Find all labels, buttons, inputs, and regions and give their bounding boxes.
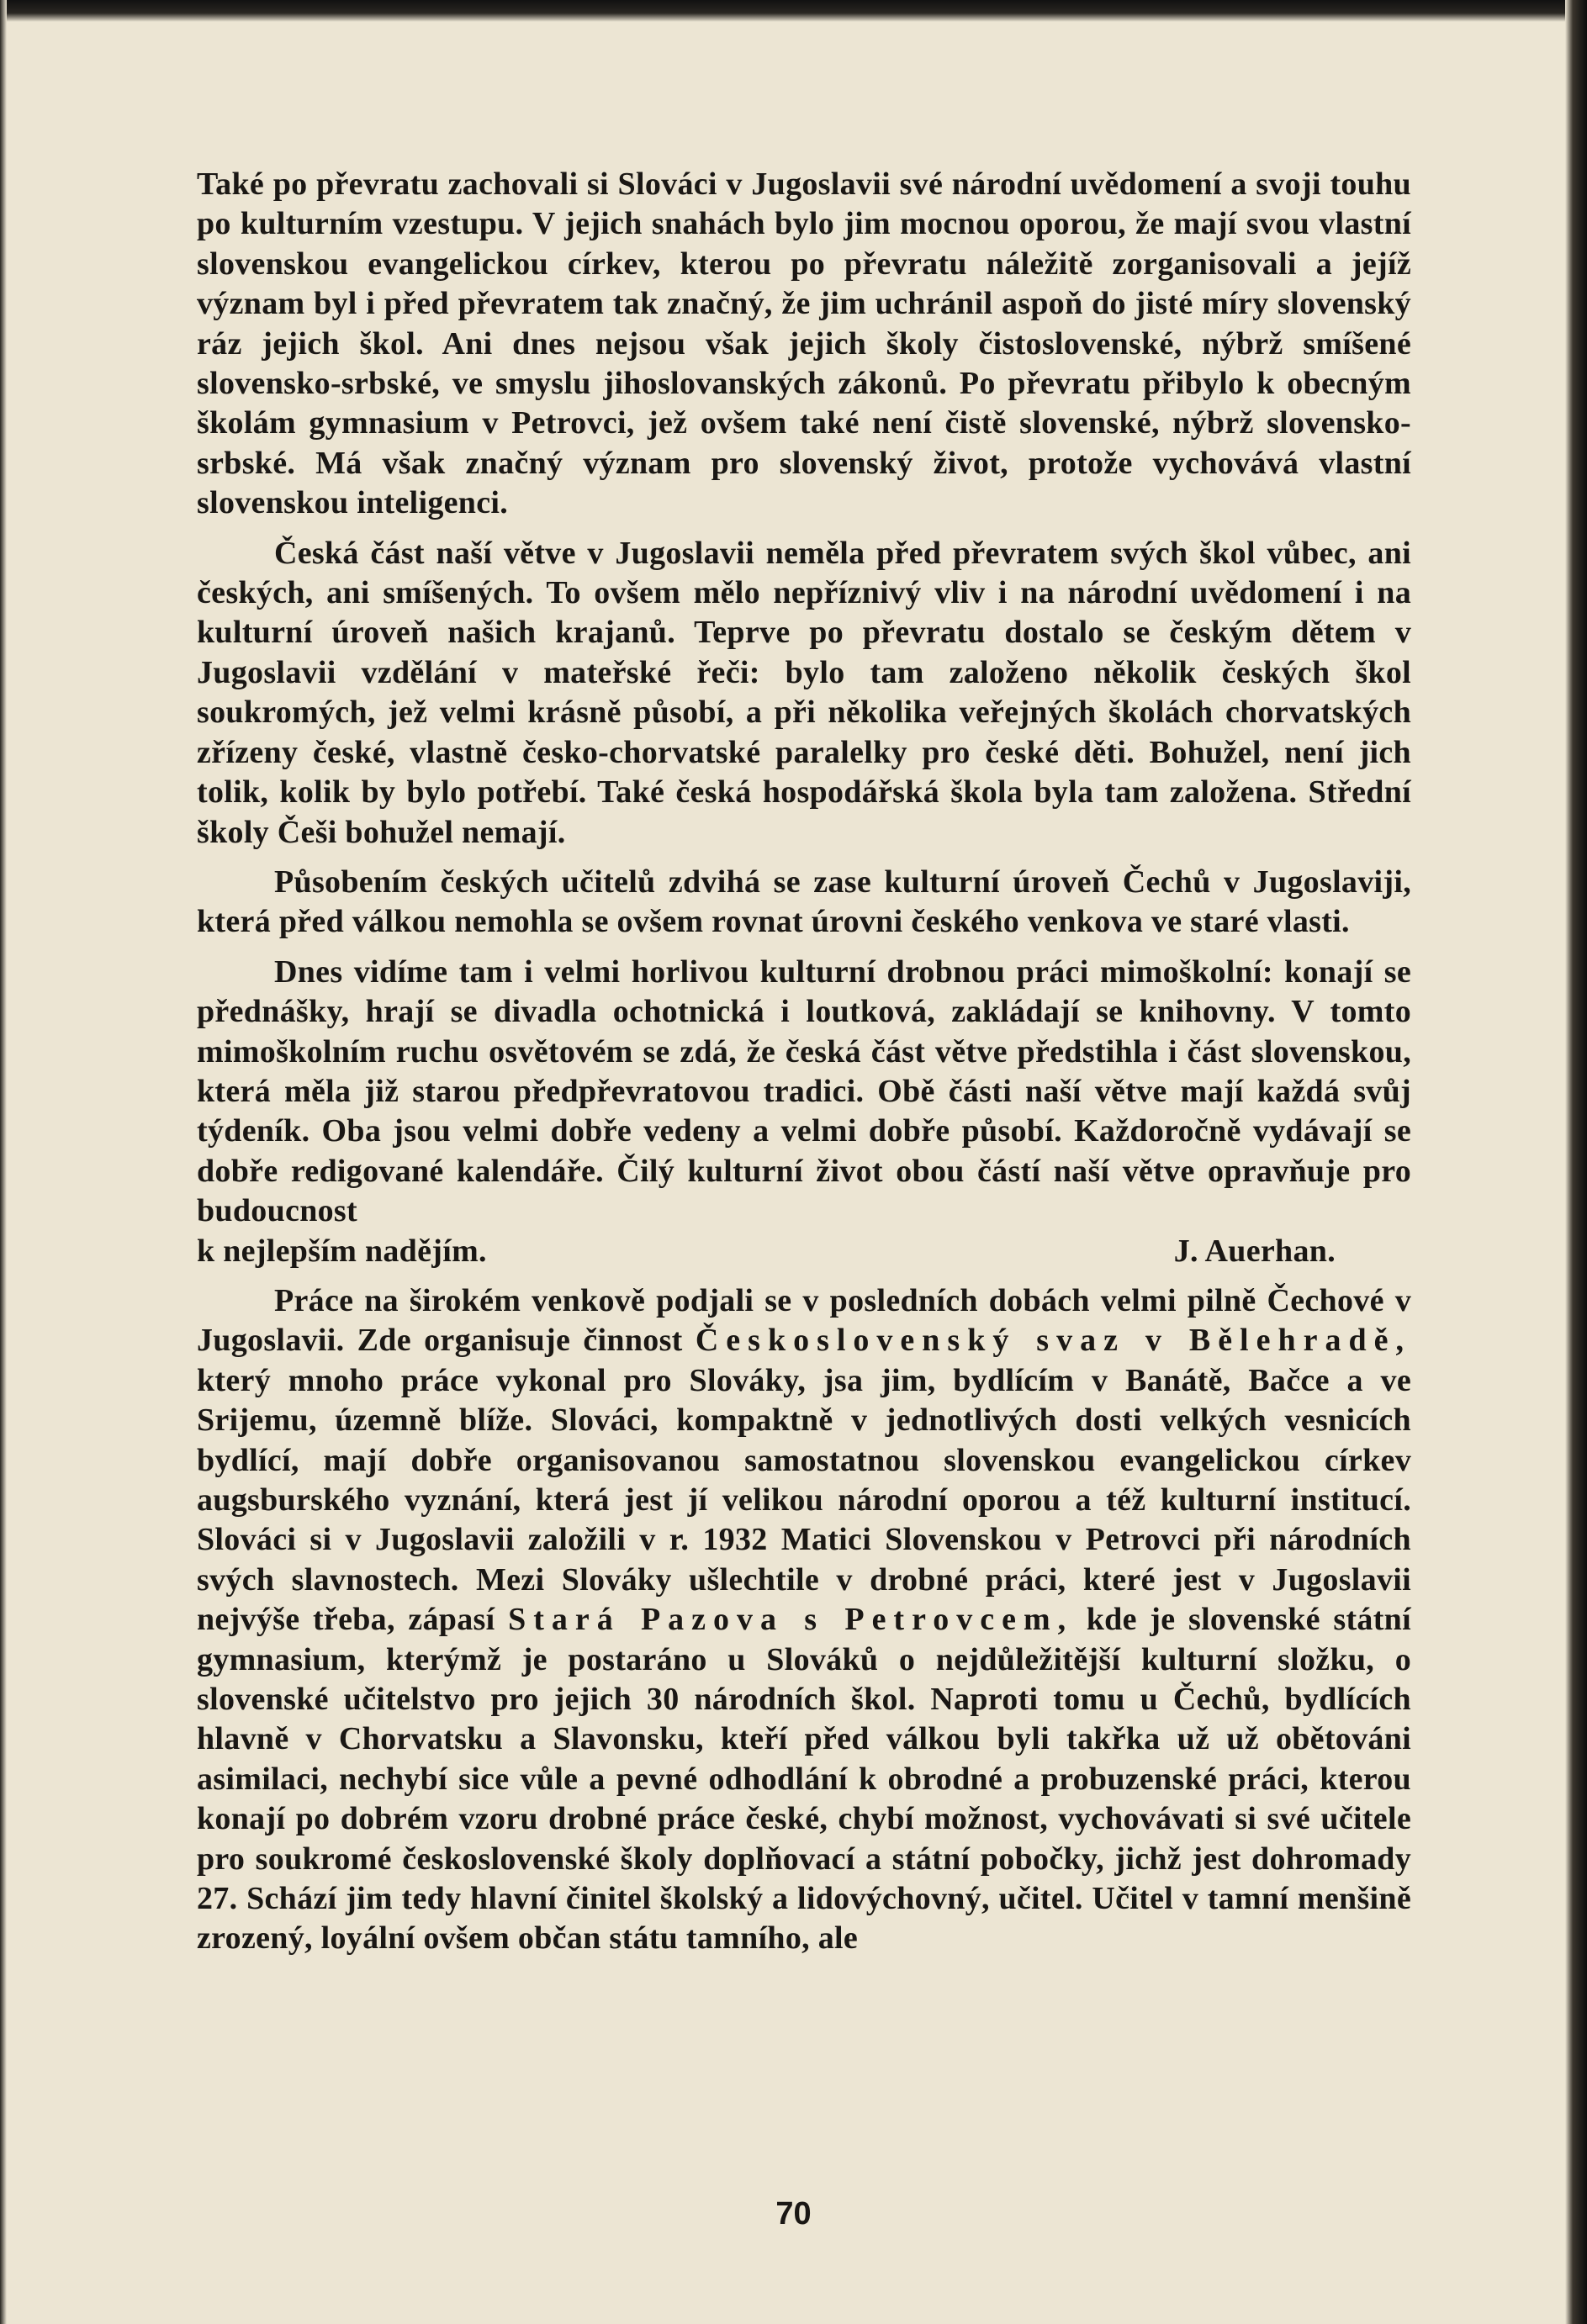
paragraph: Působením českých učitelů zdvihá se zase kulturní úroveň Čechů v Jugoslaviji, která před válkou nemohla se ovšem rovnat úrovni českého venkova ve staré vlasti.: [197, 864, 1411, 940]
paragraph-part: který mnoho práce vykonal pro Slováky, jsa jim, bydlícím v Banátě, Bačce a ve Srijemu, územně blíže. Slováci, kompaktně v jednotlivých dosti velkých vesnicích bydlící, mají dobře organisovanou samostatnou slovenskou evangelickou církev augsburského vyznání, která jest jí velikou národní oporou a též kulturní institucí. Slováci si v Jugoslavii založili v r. 1932 Matici Slovenskou v Petrovci při národních svých slavnostech. Mezi Slováky ušlechtile v drobné práci, které jest v Jugoslavii nejvýše třeba, zápasí: [197, 1362, 1411, 1638]
paragraph-part: kde je slovenské státní gymnasium, kterýmž je postaráno u Slováků o nejdůležitější kulturní složku, o slovenské učitelstvo pro jejich 30 národních škol. Naproti tomu u Čechů, bydlících hlavně v Chorvatsku a Slavonsku, kteří před válkou byli takřka už už obětováni asimilaci, nechybí sice vůle a pevné odhodlání k obrodné a probuzenské práci, kterou konají po dobrém vzoru drobné práce české, chybí možnost, vychovávati si své učitele pro soukromé československé školy doplňovací a státní pobočky, jichž jest dohromady 27. Schází jim tedy hlavní činitel školský a lidovýchovný, učitel. Učitel v tamní menšině zrozený, loyální ovšem občan státu tamního, ale: [197, 1602, 1411, 1957]
signature-line: [197, 1232, 1411, 1271]
scan-edge-left: [0, 0, 7, 2324]
page-number: 70: [775, 2196, 812, 2232]
scan-edge-right: [1565, 0, 1587, 2324]
author-signature: J. Auerhan.: [1173, 1233, 1336, 1269]
paragraph-end: k nejlepším nadějím.: [197, 1233, 487, 1269]
emphasized-name: Československý svaz v Bělehradě,: [695, 1323, 1411, 1359]
scan-edge-top: [0, 0, 1587, 22]
paragraph-part: Práce na širokém venkově podjali se v posledních dobách velmi pilně Čechové v Jugoslavii. Zde organisuje činnost: [197, 1282, 1411, 1359]
emphasized-name: Stará Pazova s Petrovcem,: [508, 1602, 1074, 1638]
paragraph: Dnes vidíme tam i velmi horlivou kulturní drobnou práci mimoškolní: konají se přednášky, hrají se divadla ochotnická i loutková, zakládají se knihovny. V tomto mimoškolním ruchu osvětovém se zdá, že česká část větve předstihla i část slovenskou, která měla již starou předpřevratovou tradici. Obě části naší větve mají každá svůj týdeník. Oba jsou velmi dobře vedeny a velmi dobře působí. Každoročně vydávají se dobře redigované kalendáře. Čilý kulturní život obou částí naší větve opravňuje pro budoucnost: [197, 953, 1411, 1229]
body-text: [197, 165, 1411, 1959]
paragraph: Také po převratu zachovali si Slováci v Jugoslavii své národní uvědomení a svoji touhu po kulturním vzestupu. V jejich snahách bylo jim mocnou oporou, že mají svou vlastní slovenskou evangelickou církev, kterou po převratu náležitě zorganisovali a jejíž význam byl i před převratem tak značný, že jim uchránil aspoň do jisté míry slovenský ráz jejich škol. Ani dnes nejsou však jejich školy čistoslovenské, nýbrž smíšené slovensko-srbské, ve smyslu jihoslovanských zákonů. Po převratu přibylo k obecným školám gymnasium v Petrovci, jež ovšem také není čistě slovenské, nýbrž slovensko-srbské. Má však značný význam pro slovenský život, protože vychovává vlastní slovenskou inteligenci.: [197, 166, 1411, 521]
paragraph: Česká část naší větve v Jugoslavii neměla před převratem svých škol vůbec, ani českých, ani smíšených. To ovšem mělo nepříznivý vliv i na národní uvědomení i na kulturní úroveň našich krajanů. Teprve po převratu dostalo se českým dětem v Jugoslavii vzdělání v mateřské řeči: bylo tam založeno několik českých škol soukromých, jež velmi krásně působí, a při několika veřejných školách chorvatských zřízeny české, vlastně česko-chorvatské paralelky pro české děti. Bohužel, není jich tolik, kolik by bylo potřebí. Také česká hospodářská škola byla tam založena. Střední školy Češi bohužel nemají.: [197, 535, 1411, 850]
paragraph: [197, 1281, 1411, 1959]
